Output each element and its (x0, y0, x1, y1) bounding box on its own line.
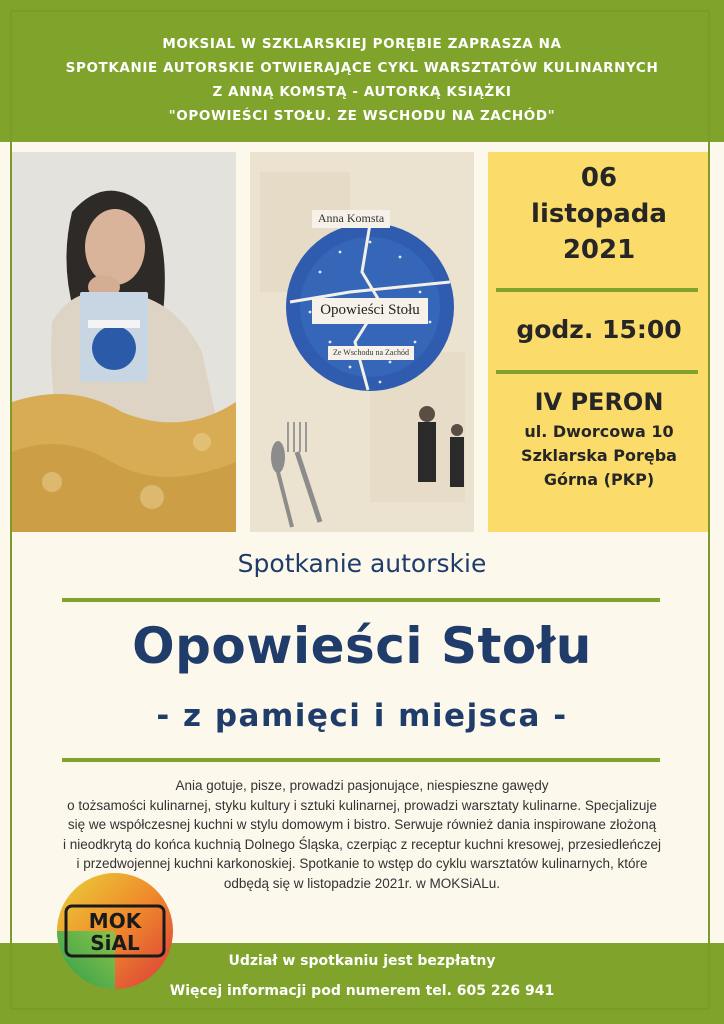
event-year: 2021 (562, 235, 636, 265)
logo-mark-line2: SiAL (90, 931, 140, 955)
header-line: MOKSIAL W SZKLARSKIEJ PORĘBIE ZAPRASZA NA (162, 36, 562, 52)
book-cover-illustration (250, 152, 474, 532)
description-line: odbędą się w listopadzie 2021r. w MOKSiALu. (223, 875, 501, 891)
description-line: Ania gotuje, pisze, prowadzi pasjonujące, niespieszne gawędy (175, 778, 549, 793)
author-photo-illustration (12, 152, 236, 532)
moksial-logo (40, 870, 190, 992)
book-subtitle: Ze Wschodu na Zachód (332, 348, 410, 357)
divider (62, 758, 660, 762)
main-title: Opowieści Stołu (132, 617, 592, 675)
header-line: SPOTKANIE AUTORSKIE OTWIERAJĄCE CYKL WARSZTATÓW KULINARNYCH (65, 60, 659, 76)
description-line: o tożsamości kulinarnej, styku kultury i sztuki kulinarnej, prowadzi warsztaty kulinarne. Specjalizuje (67, 797, 657, 813)
header-line: "OPOWIEŚCI STOŁU. ZE WSCHODU NA ZACHÓD" (168, 108, 556, 124)
header-banner (0, 0, 724, 142)
event-details-box (488, 152, 710, 532)
footer-contact: Więcej informacji pod numerem tel. 605 226 941 (169, 983, 555, 999)
address-line: Górna (PKP) (543, 470, 655, 489)
address-line: ul. Dworcowa 10 (524, 422, 674, 441)
book-cover-photo (250, 152, 474, 532)
description-line: i nieodkrytą do końca kuchnią Dolnego Śląska, czerpiąc z receptur kuchni kresowej, przesiedleńczej (62, 836, 662, 852)
book-author: Anna Komsta (317, 211, 385, 225)
event-time: godz. 15:00 (516, 315, 682, 344)
header-line: Z ANNĄ KOMSTĄ - AUTORKĄ KSIĄŻKI (212, 84, 512, 100)
logo-mark-line1: MOK (88, 909, 142, 933)
event-venue: IV PERON (534, 388, 664, 416)
description-line: się we współczesnej kuchni w stylu domowym i bistro. Serwuje również dania inspirowane złożoną (67, 817, 657, 832)
divider (62, 598, 660, 602)
description-line: i przedwojennej kuchni karkonoskiej. Spotkanie to wstęp do cyklu warsztatów kulinarnych, które (76, 856, 648, 871)
event-type-heading: Spotkanie autorskie (237, 549, 487, 578)
event-day: 06 (580, 163, 618, 193)
address-line: Szklarska Poręba (521, 446, 677, 465)
book-title: Opowieści Stołu (320, 302, 420, 318)
footer-free-entry: Udział w spotkaniu jest bezpłatny (228, 953, 496, 969)
main-tagline: - z pamięci i miejsca - (156, 698, 568, 734)
moksial-logo-mark (40, 870, 190, 992)
event-month: listopada (531, 199, 667, 229)
author-photo (12, 152, 236, 532)
